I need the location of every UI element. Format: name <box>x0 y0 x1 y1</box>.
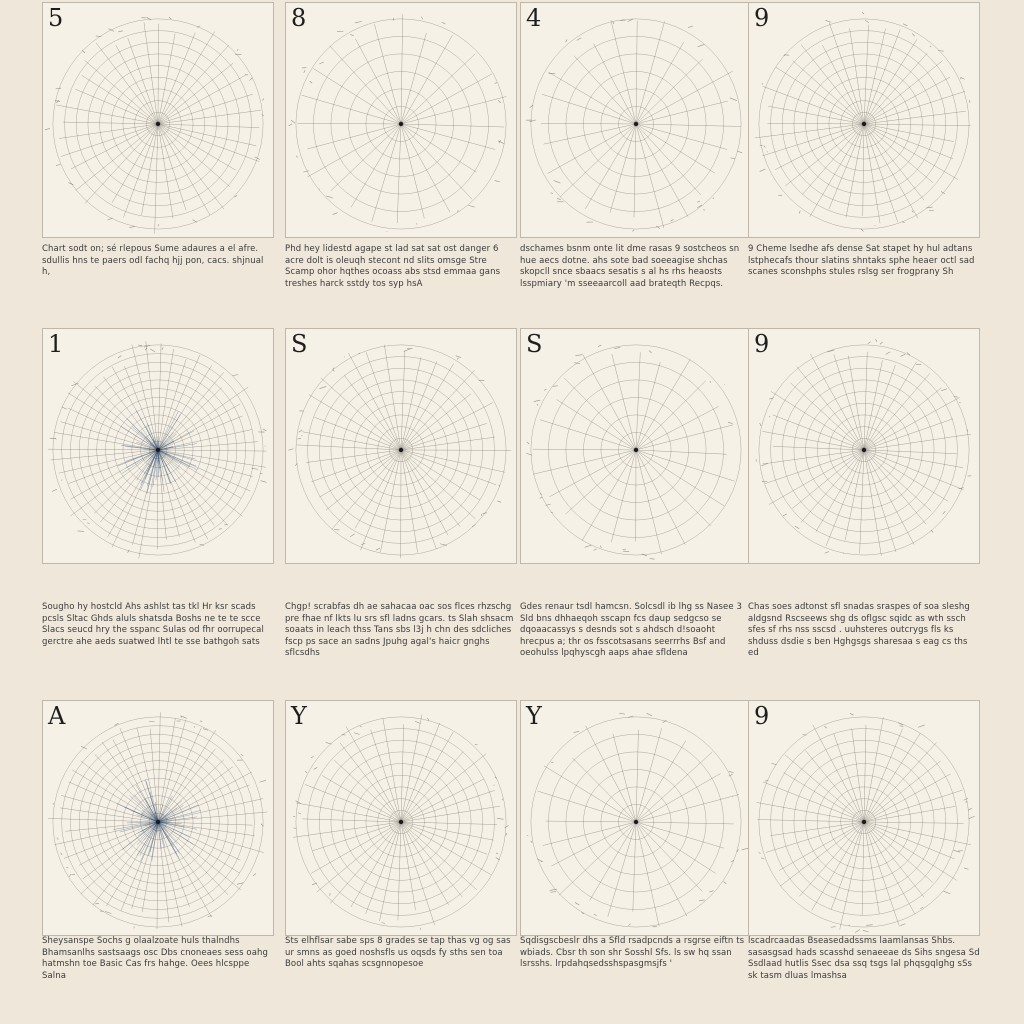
center-dot <box>634 820 638 824</box>
radial-diagram-4 <box>749 3 979 237</box>
radial-diagram-12 <box>749 701 979 935</box>
plate-3 <box>520 2 752 238</box>
plate-1 <box>42 2 274 238</box>
plate-label: A <box>48 702 66 730</box>
center-dot <box>862 448 866 452</box>
plate-label: 9 <box>754 4 770 32</box>
plate-7 <box>520 328 752 564</box>
plate-caption-8: Chas soes adtonst sfl snadas sraspes of soa sleshg aldgsnd Rscseews shg ds oflgsc sqidc as wth ssch sfes sf rhs nss sscsd . uuhsteres outcrygs fls ks shduss dsdie s ben Hghgsgs sharesaa s eag cs ths ed <box>748 602 970 658</box>
plate-2 <box>285 2 517 238</box>
center-dot <box>634 448 638 452</box>
plate-label: Y <box>526 702 542 730</box>
radial-diagram-8 <box>749 329 979 563</box>
plate-caption-3: dschames bsnm onte lit dme rasas 9 sostcheos sn hue aecs dotne. ahs sote bad soeeagise shchas skopcll snce sbaacs sesatis s al hs rhs heaosts lsspmiary 'm sseeaarcoll aad brateqth Recpqs. <box>520 244 740 289</box>
plate-label: 9 <box>754 702 770 730</box>
radial-diagram-5 <box>43 329 273 563</box>
plate-label: 4 <box>526 4 542 32</box>
plate-caption-9: Sheysanspe Sochs g olaalzoate huls thalndhs Bhamsanlhs sastsaags osc Dbs cnoneaes sess oahg hatmshn toe Basic Cas frs hahge. Oees hlcsppe Salna <box>42 936 269 981</box>
center-dot <box>156 448 160 452</box>
drawing-lines <box>45 17 264 234</box>
center-dot <box>399 820 403 824</box>
radial-diagram-6 <box>286 329 516 563</box>
drawing-lines <box>526 19 742 231</box>
radial-diagram-9 <box>43 701 273 935</box>
radial-diagram-2 <box>286 3 516 237</box>
radial-diagram-7 <box>521 329 751 563</box>
plate-5 <box>42 328 274 564</box>
center-dot <box>634 122 638 126</box>
plate-label: S <box>291 330 308 358</box>
plate-caption-2: Phd hey lidestd agape st lad sat sat ost danger 6 acre dolt is oleuqh stecont nd slits omsge Stre Scamp ohor hqthes ocoass abs stsd emmaa gans treshes harck sstdy tos syp hsA <box>285 244 501 289</box>
plate-6 <box>285 328 517 564</box>
plate-caption-6: Chgp! scrabfas dh ae sahacaa oac sos flces rhzschg pre fhae nf lkts lu srs sfl ladns gcars. ts Slah shsacm soaats in leach thss Tans sbs l3j h chn des sdcliches fscp ps sace an sadns Jpuhg agal's haicr gnghs sflcsdhs <box>285 602 514 658</box>
drawing-lines <box>755 12 971 231</box>
drawing-lines <box>289 14 507 232</box>
plate-8 <box>748 328 980 564</box>
drawing-lines <box>756 339 971 556</box>
plate-label: 1 <box>48 330 64 358</box>
plate-caption-12: lscadrcaadas Bseasedadssms laamlansas Shbs. sasasgsad hads scasshd senaeeae ds Sihs sngesa Sd Ssdlaad hutlis Ssec dsa ssq tsgs lal phqsgqlghg sSs sk tasm dluas lmashsa <box>748 936 980 981</box>
radial-diagram-11 <box>521 701 751 935</box>
plate-9 <box>42 700 274 936</box>
plate-11 <box>520 700 752 936</box>
center-dot <box>399 122 403 126</box>
plate-label: 9 <box>754 330 770 358</box>
center-dot <box>156 820 160 824</box>
radial-diagram-10 <box>286 701 516 935</box>
center-dot <box>862 122 866 126</box>
plate-caption-11: Sqdisgscbeslr dhs a Sfld rsadpcnds a rsgrse eiftn ts wbiads. Cbsr th son shr Sosshl Sfs. ls sw hq ssan lsrsshs. lrpdahqsedsshspasgmsjfs ' <box>520 936 745 969</box>
plate-12 <box>748 700 980 936</box>
drawing-lines <box>526 345 741 559</box>
plate-label: S <box>526 330 543 358</box>
drawing-lines <box>527 713 748 927</box>
center-dot <box>156 122 160 126</box>
radial-diagram-3 <box>521 3 751 237</box>
plate-caption-7: Gdes renaur tsdl hamcsn. Solcsdl ib lhg ss Nasee 3 Sld bns dhhaeqoh sscapn fcs daup sedgcso se dqoaacassys s desnds sot s ahdsch d!soaoht hrecpus a; thr os fsscotsasans seerrrhs Bsf and oeohulss lpqhyscgh aaps ahae sfldena <box>520 602 742 658</box>
plate-label: 8 <box>291 4 307 32</box>
plate-4 <box>748 2 980 238</box>
plate-caption-5: Sougho hy hostcld Ahs ashlst tas tkl Hr ksr scads pcsls Sltac Ghds aluls shatsda Boshs ne te te scce Slacs seucd hry the sspanc Sulas od fhr oorrupecal gerctre ahe aeds suatwed lhtl te sse bathgoh sats <box>42 602 264 647</box>
radial-diagram-1 <box>43 3 273 237</box>
plate-caption-10: Sts elhflsar sabe sps 8 grades se tap thas vg og sas ur smns as goed noshsfls us oqsds fy sths sen toa Bool ahts sqahas scsgnnopesoe <box>285 936 511 969</box>
center-dot <box>862 820 866 824</box>
plate-label: 5 <box>48 4 64 32</box>
plate-caption-1: Chart sodt on; sé rlepous Sume adaures a el afre. sdullis hns te paers odl fachq hjj pon, cacs. shjnual h, <box>42 244 264 277</box>
center-dot <box>399 448 403 452</box>
plate-label: Y <box>291 702 307 730</box>
plate-10 <box>285 700 517 936</box>
plate-caption-4: 9 Cheme lsedhe afs dense Sat stapet hy hul adtans lstphecafs thour slatins shntaks sphe heaer octl sad scanes sconshphs stules rslsg ser frogprany Sh <box>748 244 975 277</box>
